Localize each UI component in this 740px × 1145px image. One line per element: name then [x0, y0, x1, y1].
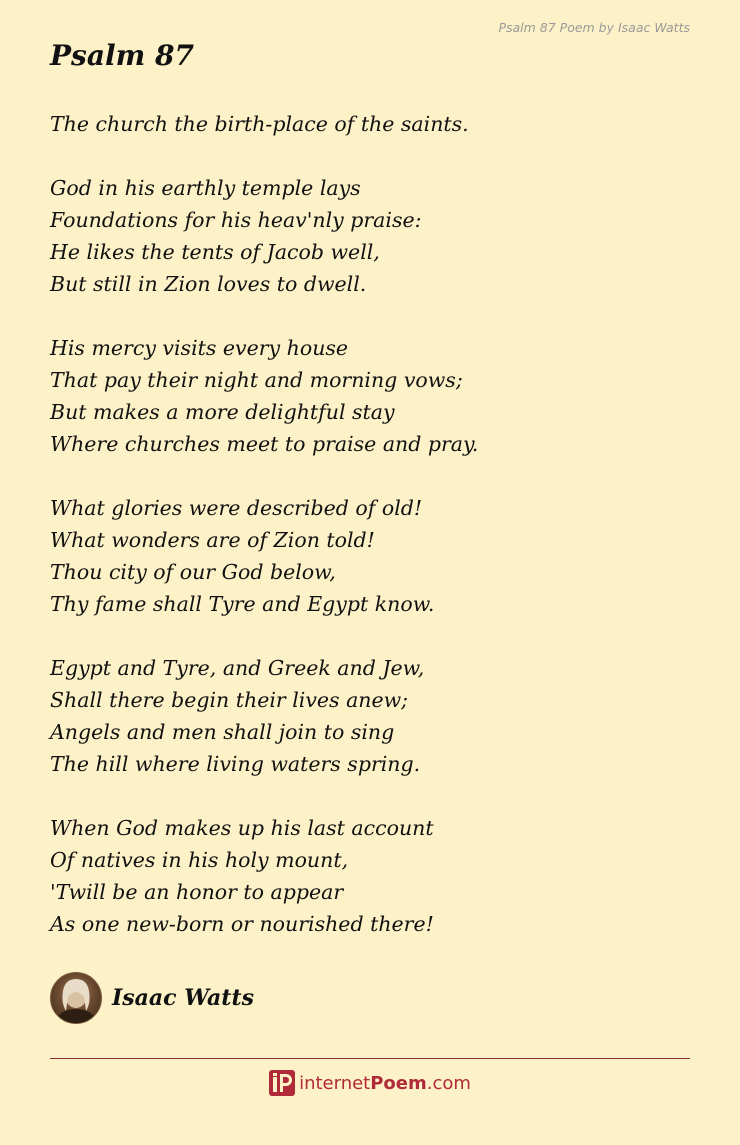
- author-block[interactable]: [50, 972, 254, 1024]
- poem-line: Egypt and Tyre, and Greek and Jew,: [50, 656, 425, 680]
- stanza: [50, 652, 690, 780]
- poem-title: Psalm 87: [50, 39, 194, 72]
- stanza: [50, 812, 690, 940]
- poem-line: Shall there begin their lives anew;: [50, 688, 409, 712]
- poem-line: That pay their night and morning vows;: [50, 368, 463, 392]
- poem-line: His mercy visits every house: [50, 336, 349, 360]
- poem-line: But still in Zion loves to dwell.: [50, 272, 367, 296]
- poem-line: The hill where living waters spring.: [50, 752, 421, 776]
- poem-line: Where churches meet to praise and pray.: [50, 432, 479, 456]
- footer-divider: [50, 1058, 690, 1059]
- poem-line: What glories were described of old!: [50, 496, 423, 520]
- poem-line: God in his earthly temple lays: [50, 176, 361, 200]
- poem-line: Foundations for his heav'nly praise:: [50, 208, 422, 232]
- poem-body: [50, 108, 690, 940]
- stanza: [50, 108, 690, 140]
- poem-line: He likes the tents of Jacob well,: [50, 240, 380, 264]
- poem-line: But makes a more delightful stay: [50, 400, 395, 424]
- poem-line: Of natives in his holy mount,: [50, 848, 349, 872]
- poem-line: Thou city of our God below,: [50, 560, 336, 584]
- poem-line: What wonders are of Zion told!: [50, 528, 375, 552]
- poem-line: As one new-born or nourished there!: [50, 912, 434, 936]
- poem-credit: Psalm 87 Poem by Isaac Watts: [498, 20, 690, 35]
- internetpoem-logo-icon: [269, 1070, 295, 1096]
- logo-text-internet: internet: [299, 1072, 371, 1094]
- portrait-icon: [51, 973, 101, 1023]
- poem-line: The church the birth-place of the saints.: [50, 112, 469, 136]
- logo-text-domain: .com: [426, 1072, 471, 1094]
- poem-line: 'Twill be an honor to appear: [50, 880, 344, 904]
- stanza: [50, 172, 690, 300]
- poem-line: When God makes up his last account: [50, 816, 434, 840]
- stanza: [50, 332, 690, 460]
- poem-line: Angels and men shall join to sing: [50, 720, 395, 744]
- stanza: [50, 492, 690, 620]
- poem-line: Thy fame shall Tyre and Egypt know.: [50, 592, 435, 616]
- author-avatar[interactable]: [50, 972, 102, 1024]
- author-name[interactable]: Isaac Watts: [112, 985, 255, 1011]
- logo-text: [299, 1073, 471, 1094]
- logo-text-poem: Poem: [370, 1072, 427, 1094]
- site-logo[interactable]: [0, 1070, 740, 1096]
